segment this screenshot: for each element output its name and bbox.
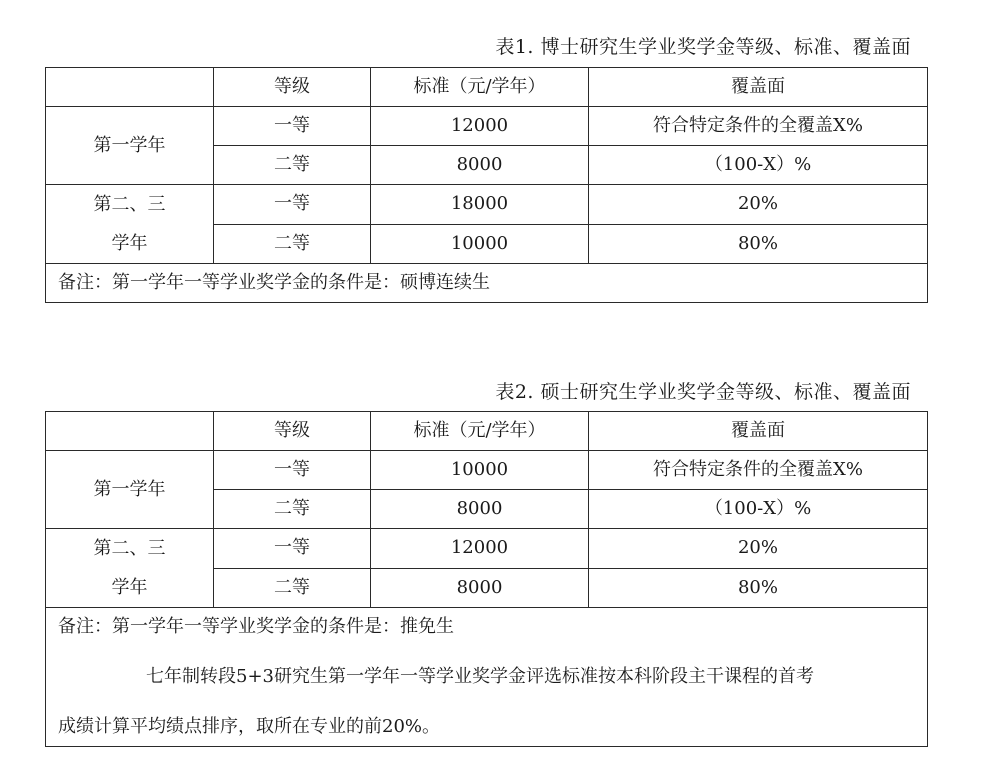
table-row	[46, 185, 928, 225]
year23-label-line1: 第二、三	[93, 538, 166, 559]
coverage-cell: （100-X）%	[589, 146, 928, 185]
level-cell: 一等	[214, 529, 371, 569]
note-cell	[46, 608, 928, 747]
coverage-cell: 20%	[589, 529, 928, 569]
header-standard: 标准（元/学年）	[371, 412, 589, 451]
header-coverage: 覆盖面	[589, 68, 928, 107]
table-row	[46, 107, 928, 146]
level-cell: 二等	[214, 568, 371, 608]
year23-label-line2: 学年	[111, 233, 148, 254]
coverage-cell: 符合特定条件的全覆盖X%	[589, 451, 928, 490]
year23-label	[46, 529, 214, 608]
note-cell: 备注：第一学年一等学业奖学金的条件是：硕博连续生	[46, 264, 928, 303]
year23-label	[46, 185, 214, 264]
standard-cell: 8000	[371, 568, 589, 608]
level-cell: 一等	[214, 451, 371, 490]
year23-label-line2: 学年	[111, 577, 148, 598]
coverage-cell: 80%	[589, 568, 928, 608]
standard-cell: 12000	[371, 529, 589, 569]
coverage-cell: 20%	[589, 185, 928, 225]
year23-label-line1: 第二、三	[93, 194, 166, 215]
standard-cell: 12000	[371, 107, 589, 146]
header-level: 等级	[214, 68, 371, 107]
coverage-cell: 符合特定条件的全覆盖X%	[589, 107, 928, 146]
header-level: 等级	[214, 412, 371, 451]
level-cell: 二等	[214, 146, 371, 185]
standard-cell: 18000	[371, 185, 589, 225]
table-header-row	[46, 68, 928, 107]
level-cell: 一等	[214, 107, 371, 146]
standard-cell: 8000	[371, 490, 589, 529]
note-line-3: 成绩计算平均绩点排序，取所在专业的前20%。	[58, 716, 441, 737]
master-scholarship-table	[45, 411, 928, 747]
table-header-row	[46, 412, 928, 451]
note-line-2: 七年制转段5+3研究生第一学年一等学业奖学金评选标准按本科阶段主干课程的首考	[146, 666, 814, 687]
note-line-1: 备注：第一学年一等学业奖学金的条件是：推免生	[58, 616, 454, 637]
empty-corner-cell	[46, 68, 214, 107]
level-cell: 二等	[214, 224, 371, 264]
empty-corner-cell	[46, 412, 214, 451]
table2-caption: 表2. 硕士研究生学业奖学金等级、标准、覆盖面	[495, 381, 911, 403]
table-row	[46, 451, 928, 490]
header-standard: 标准（元/学年）	[371, 68, 589, 107]
level-cell: 二等	[214, 490, 371, 529]
table1-caption: 表1. 博士研究生学业奖学金等级、标准、覆盖面	[495, 36, 911, 58]
standard-cell: 10000	[371, 224, 589, 264]
coverage-cell: 80%	[589, 224, 928, 264]
phd-scholarship-table	[45, 67, 928, 303]
standard-cell: 10000	[371, 451, 589, 490]
coverage-cell: （100-X）%	[589, 490, 928, 529]
note-row	[46, 608, 928, 747]
table-row	[46, 529, 928, 569]
year1-label: 第一学年	[46, 451, 214, 529]
note-row	[46, 264, 928, 303]
year1-label: 第一学年	[46, 107, 214, 185]
header-coverage: 覆盖面	[589, 412, 928, 451]
standard-cell: 8000	[371, 146, 589, 185]
level-cell: 一等	[214, 185, 371, 225]
